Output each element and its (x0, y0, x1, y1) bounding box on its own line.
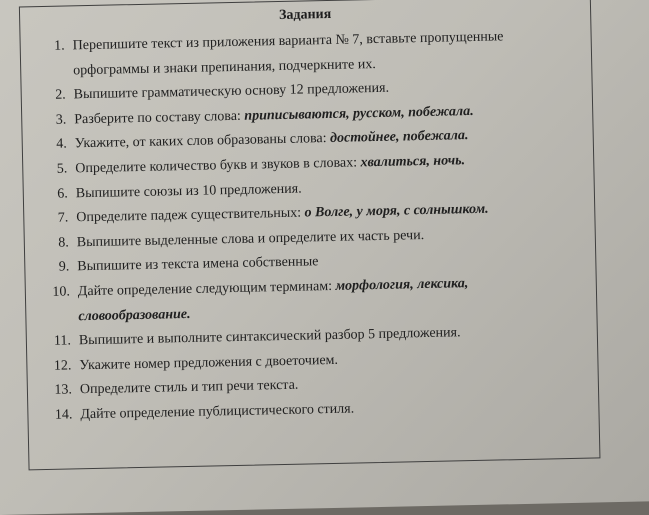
task-number: 11. (53, 333, 72, 349)
task-emphasis: словообразование. (78, 306, 191, 324)
task-text: Разберите по составу слова: (74, 108, 245, 128)
task-text: Перепишите текст из приложения варианта № 7, вставьте пропущенные (72, 29, 504, 54)
task-text: Выпишите из текста имена собственные (77, 254, 319, 275)
task-text: Определите падеж существительных: (76, 205, 305, 226)
task-number: 3. (55, 112, 67, 128)
task-text: Дайте определение публицистического стиля. (80, 401, 355, 423)
task-number: 4. (56, 136, 67, 153)
task-text: Выпишите и выполните синтаксический разбор 5 предложения. (78, 325, 461, 349)
task-text: Выпишите выделенные слова и определите их часть речи. (76, 227, 425, 251)
task-number: 9. (58, 259, 70, 276)
task-emphasis: морфология, лексика, (335, 276, 469, 294)
task-text: Укажите номер предложения с двоеточием. (79, 352, 339, 373)
task-text: Определите количество букв и звуков в словах: (75, 155, 361, 177)
task-emphasis: хвалиться, ночь. (360, 153, 466, 171)
task-text: Выпишите грамматическую основу 12 предложения. (73, 80, 390, 103)
task-number: 1. (54, 38, 65, 54)
task-number: 7. (57, 210, 69, 226)
task-number: 10. (52, 284, 71, 300)
task-number: 2. (55, 87, 66, 103)
task-text: орфограммы и знаки препинания, подчеркните их. (73, 56, 376, 78)
task-frame (19, 0, 601, 470)
task-number: 8. (58, 235, 69, 251)
task-text: Определите стиль и тип речи текста. (79, 378, 299, 398)
task-emphasis: о Волге, у моря, с солнышком. (304, 201, 489, 221)
task-number: 5. (56, 161, 68, 177)
task-emphasis: достойнее, побежала. (329, 128, 469, 147)
task-emphasis: приписываются, русском, побежала. (244, 103, 474, 124)
task-text: Дайте определение следующим терминам: (77, 278, 336, 300)
task-number: 14. (54, 407, 73, 423)
task-text: Укажите, от каких слов образованы слова: (74, 131, 331, 152)
task-number: 6. (57, 186, 68, 202)
task-number: 13. (54, 382, 73, 399)
task-list (38, 24, 586, 429)
task-number: 12. (53, 358, 72, 374)
page-title: Задания (278, 6, 332, 24)
task-text: Выпишите союзы из 10 предложения. (75, 181, 302, 201)
